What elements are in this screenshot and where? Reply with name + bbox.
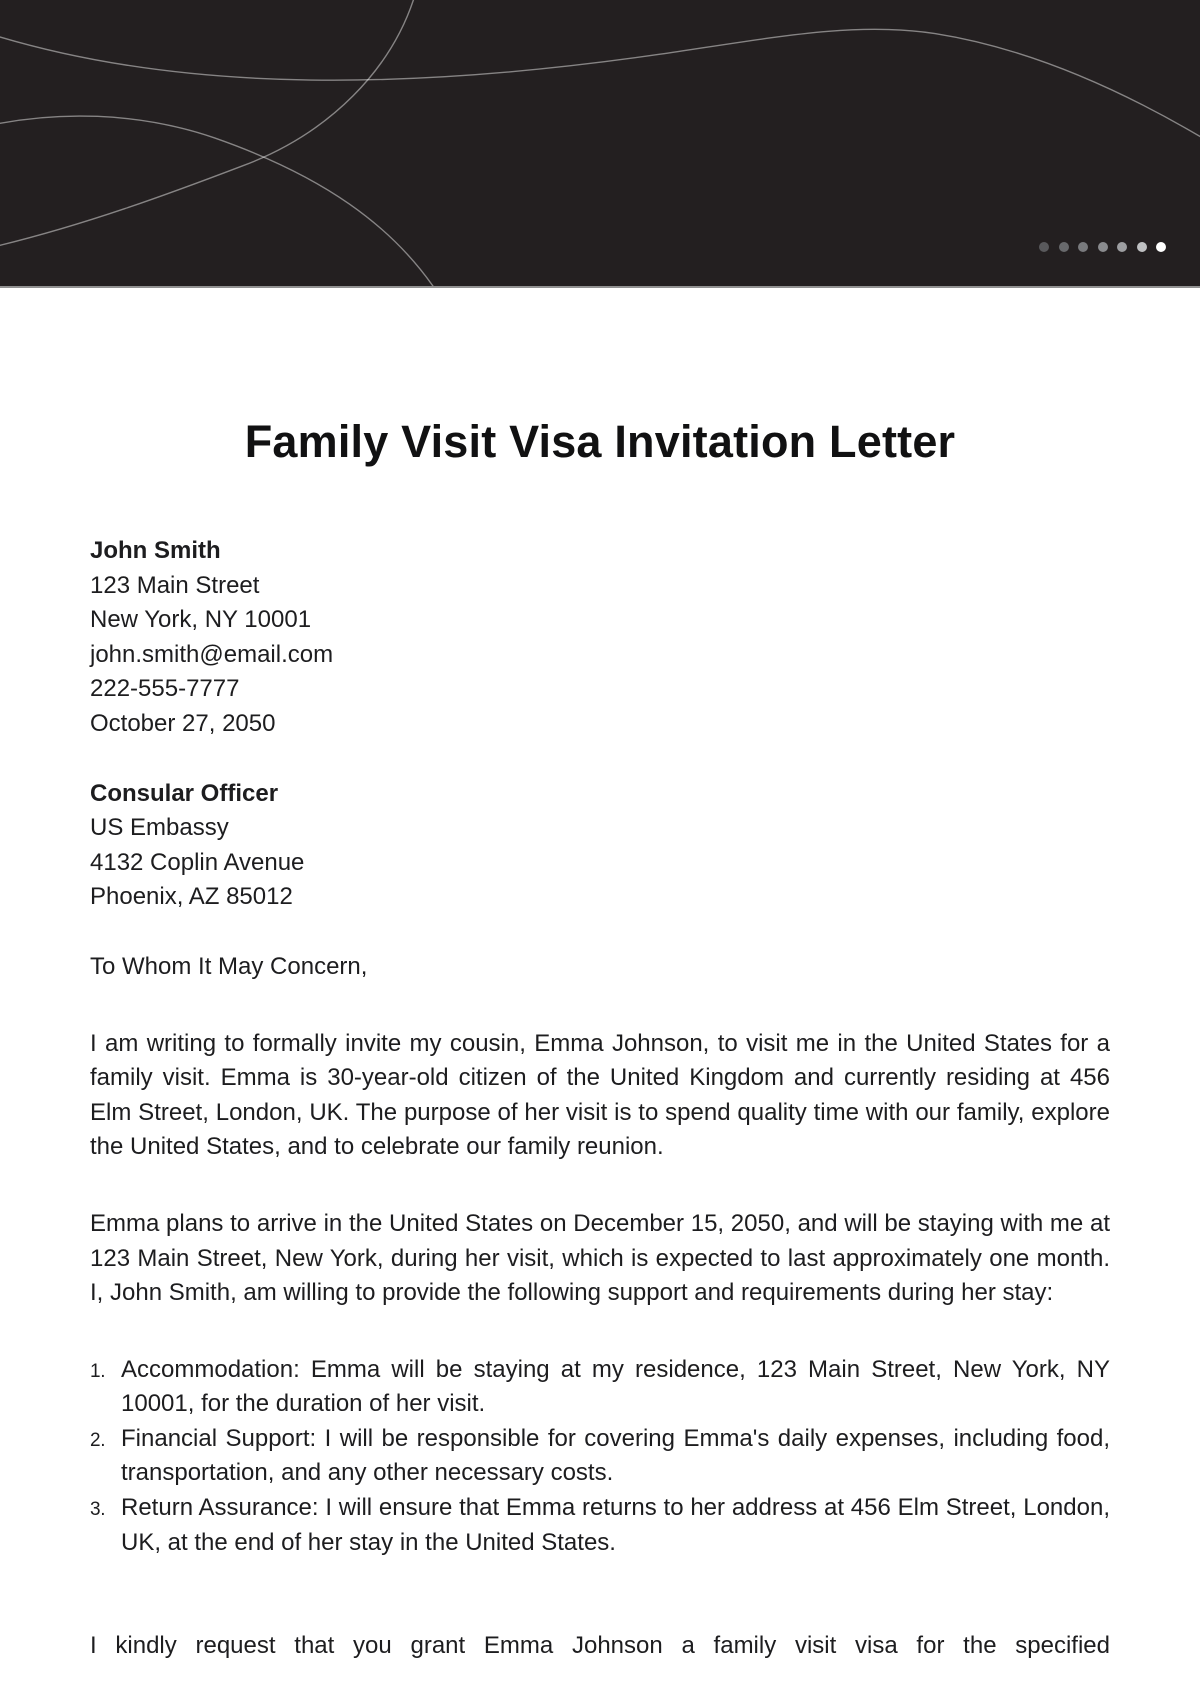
sender-name: John Smith — [90, 537, 221, 564]
sender-block — [90, 534, 1110, 742]
page-title: Family Visit Visa Invitation Letter — [244, 416, 956, 467]
list-item-number: 3. — [90, 1499, 106, 1521]
curve-bottom-left — [0, 116, 437, 286]
carousel-dot[interactable] — [1137, 242, 1147, 252]
sender-city: New York, NY 10001 — [90, 606, 312, 634]
carousel-dot[interactable] — [1098, 242, 1108, 252]
recipient-name: Consular Officer — [90, 779, 279, 807]
carousel-dot[interactable] — [1117, 242, 1127, 252]
curve-top — [0, 29, 1200, 140]
body-paragraph-2: Emma plans to arrive in the United States on December 15, 2050, and will be staying with me at 123 Main Street, New York, during her visit, which is expected to last approximately one month. I, John Smith, am willing to provide the following support and requirements during her stay: — [90, 1209, 1110, 1307]
letter-document — [0, 416, 1200, 1664]
letter-date: October 27, 2050 — [90, 709, 276, 737]
carousel-dot[interactable] — [1059, 242, 1069, 252]
recipient-block — [90, 777, 1110, 915]
curve-diagonal — [0, 0, 415, 247]
carousel-dot[interactable] — [1039, 242, 1049, 252]
list-item-text: Accommodation: Emma will be staying at my residence, 123 Main Street, New York, NY 10001, for the duration of her visit. — [121, 1355, 1110, 1418]
recipient-street: 4132 Coplin Avenue — [90, 848, 305, 876]
list-item — [90, 1422, 1110, 1491]
sender-email: john.smith@email.com — [90, 640, 334, 668]
list-item-text: Return Assurance: I will ensure that Emma returns to her address at 456 Elm Street, London, UK, at the end of her stay in the United States. — [121, 1494, 1110, 1556]
decorative-curves — [0, 0, 1200, 286]
list-item-number: 2. — [90, 1429, 106, 1451]
numbered-list — [90, 1353, 1110, 1561]
list-item — [90, 1353, 1110, 1422]
body-paragraph-1: I am writing to formally invite my cousin, Emma Johnson, to visit me in the United States for a family visit. Emma is 30-year-old citizen of the United Kingdom and currently residing at 456 Elm Street, London, UK. The purpose of her visit is to spend quality time with our family, explore the United States, and to celebrate our family reunion. — [90, 1029, 1110, 1161]
header-banner — [0, 0, 1200, 288]
recipient-org: US Embassy — [90, 814, 229, 842]
recipient-city: Phoenix, AZ 85012 — [90, 883, 293, 911]
salutation: To Whom It May Concern, — [90, 952, 368, 980]
carousel-dots — [1039, 242, 1166, 252]
list-item-text: Financial Support: I will be responsible for covering Emma's daily expenses, including food, transportation, and any other necessary costs. — [121, 1424, 1110, 1487]
closing-paragraph: I kindly request that you grant Emma Johnson a family visit visa for the specified — [90, 1632, 1110, 1660]
carousel-dot[interactable] — [1078, 242, 1088, 252]
sender-street: 123 Main Street — [90, 571, 260, 599]
list-item — [90, 1491, 1110, 1560]
sender-phone: 222-555-7777 — [90, 675, 240, 703]
carousel-dot[interactable] — [1156, 242, 1166, 252]
list-item-number: 1. — [90, 1360, 106, 1382]
